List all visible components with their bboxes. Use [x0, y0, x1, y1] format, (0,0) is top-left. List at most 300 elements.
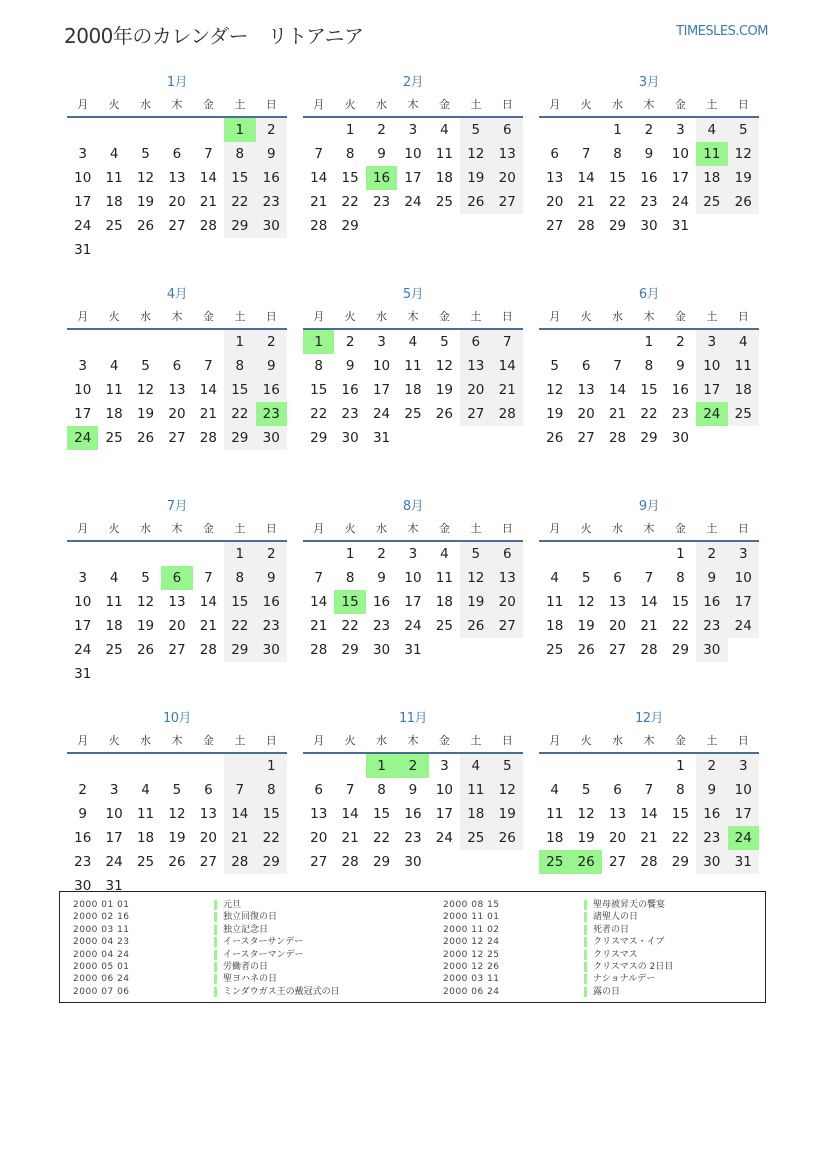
day-cell: 18: [105, 618, 123, 634]
holiday-date: 2000 12 24: [443, 937, 500, 948]
holiday-date: 2000 11 02: [443, 924, 500, 935]
day-cell: 18: [435, 170, 453, 186]
weekday-label: 火: [108, 734, 120, 747]
empty-cell: [696, 426, 727, 450]
day-cell: 6: [581, 358, 591, 374]
empty-cell: [193, 330, 224, 354]
day-cell: 26: [168, 854, 186, 870]
weekday-label: 水: [612, 98, 624, 111]
day-cell: 23: [696, 826, 727, 850]
day-cell: 25: [460, 826, 491, 850]
holiday-name: イースターサンデー: [214, 937, 303, 947]
day-cell: 13: [168, 382, 186, 398]
day-cell: 21: [310, 618, 328, 634]
day-cell: 12: [577, 806, 595, 822]
day-cell: 1: [345, 546, 355, 562]
day-cell: 22: [256, 826, 287, 850]
weekday-label: 木: [407, 734, 419, 747]
weekday-label: 金: [202, 734, 214, 747]
holiday-date: 2000 12 26: [443, 961, 500, 972]
day-cell: 29: [372, 854, 391, 870]
weekday-label: 水: [612, 522, 624, 535]
day-cell: 28: [199, 642, 217, 658]
day-cell: 28: [492, 402, 523, 426]
day-cell: 20: [199, 830, 217, 846]
day-cell: 11: [546, 594, 564, 610]
day-cell: 3: [728, 542, 759, 566]
day-cell: 15: [224, 590, 255, 614]
day-cell: 7: [581, 146, 591, 162]
empty-cell: [98, 662, 129, 686]
day-cell: 13: [310, 806, 328, 822]
empty-cell: [98, 118, 129, 142]
month-title: 7月: [166, 499, 188, 514]
day-cell: 15: [224, 166, 255, 190]
empty-cell: [366, 214, 397, 238]
day-cell: 15: [341, 170, 359, 186]
day-cell: 2: [345, 334, 355, 350]
day-cell: 9: [676, 358, 685, 374]
weekday-label: 金: [674, 98, 686, 111]
weekday-label: 日: [265, 98, 277, 111]
day-cell: 17: [74, 618, 92, 634]
weekday-label: 月: [313, 734, 325, 747]
day-cell: 18: [546, 830, 564, 846]
day-cell: 30: [696, 850, 727, 874]
weekday-label: 日: [501, 734, 513, 747]
day-cell: 31: [671, 218, 689, 234]
site-logo[interactable]: TIMESLES.COM: [676, 24, 768, 39]
empty-cell: [429, 850, 460, 874]
day-cell: 15: [372, 806, 391, 822]
day-cell: 14: [310, 594, 328, 610]
holiday-row: [430, 949, 770, 961]
day-cell: 6: [204, 782, 213, 798]
day-cell: 31: [372, 430, 391, 446]
day-cell: 6: [172, 358, 182, 374]
day-cell: 13: [168, 170, 186, 186]
day-cell: 24: [696, 402, 727, 426]
empty-cell: [303, 754, 334, 778]
weekday-label: 日: [501, 98, 513, 111]
empty-cell: [460, 850, 491, 874]
day-cell: 30: [696, 638, 727, 662]
day-cell: 24: [435, 830, 453, 846]
day-cell: 7: [314, 570, 323, 586]
day-cell: 12: [136, 594, 155, 610]
weekday-header: [539, 94, 759, 118]
day-cell: 11: [404, 358, 422, 374]
day-cell: 16: [696, 590, 727, 614]
day-cell: 3: [78, 570, 87, 586]
weekday-label: 木: [407, 310, 419, 323]
holiday-name: クリスマスの 2日目: [584, 962, 673, 972]
day-cell: 9: [644, 146, 654, 162]
day-cell: 27: [608, 854, 627, 870]
holiday-date: 2000 03 11: [443, 974, 500, 985]
day-cell: 14: [310, 170, 328, 186]
day-cell: 5: [440, 334, 449, 350]
day-cell: 1: [224, 330, 255, 354]
day-cell: 7: [314, 146, 323, 162]
month-title: 1月: [166, 75, 188, 90]
holiday-name: 聖ヨハネの日: [214, 974, 277, 984]
weekday-header: [539, 518, 759, 542]
day-cell: 17: [74, 194, 92, 210]
empty-cell: [130, 754, 161, 778]
day-cell: 30: [341, 430, 359, 446]
day-cell: 11: [546, 806, 564, 822]
day-cell: 26: [546, 430, 564, 446]
day-cell: 10: [74, 382, 92, 398]
day-cell: 3: [676, 122, 685, 138]
empty-cell: [224, 238, 255, 262]
day-cell: 21: [492, 378, 523, 402]
weekday-label: 金: [202, 522, 214, 535]
holiday-name: クリスマス・イブ: [584, 937, 664, 947]
day-cell: 28: [310, 642, 328, 658]
day-cell: 27: [492, 614, 523, 638]
day-cell: 3: [78, 358, 87, 374]
day-cell: 5: [492, 754, 523, 778]
day-cell: 10: [74, 594, 92, 610]
day-cell: 11: [460, 778, 491, 802]
holiday-name: 労働者の日: [214, 962, 268, 972]
day-cell: 23: [372, 194, 391, 210]
day-cell: 4: [550, 782, 559, 798]
empty-cell: [98, 754, 129, 778]
day-cell: 23: [640, 194, 658, 210]
weekday-header: [303, 94, 523, 118]
empty-cell: [429, 214, 460, 238]
day-cell: 21: [224, 826, 255, 850]
weekday-label: 月: [313, 98, 325, 111]
weekday-label: 土: [470, 522, 482, 535]
day-cell: 24: [372, 406, 391, 422]
day-cell: 12: [136, 170, 155, 186]
day-cell: 30: [256, 638, 287, 662]
day-cell: 30: [640, 218, 658, 234]
day-cell: 3: [109, 782, 119, 798]
day-cell: 14: [199, 170, 217, 186]
day-cell: 22: [671, 830, 689, 846]
weekday-label: 火: [344, 522, 356, 535]
weekday-label: 水: [376, 310, 388, 323]
day-cell: 17: [105, 830, 123, 846]
weekday-label: 金: [438, 734, 450, 747]
day-cell: 23: [256, 614, 287, 638]
empty-cell: [602, 330, 633, 354]
weekday-label: 水: [140, 310, 152, 323]
day-cell: 27: [168, 642, 186, 658]
weekday-label: 月: [77, 98, 89, 111]
day-cell: 18: [728, 378, 759, 402]
day-cell: 4: [408, 334, 418, 350]
day-cell: 7: [204, 570, 213, 586]
empty-cell: [193, 118, 224, 142]
weekday-label: 火: [580, 522, 592, 535]
empty-cell: [224, 662, 255, 686]
day-cell: 10: [404, 570, 422, 586]
day-cell: 21: [199, 406, 217, 422]
weekday-label: 金: [674, 522, 686, 535]
weekday-label: 木: [171, 98, 183, 111]
weekday-label: 月: [77, 310, 89, 323]
day-cell: 2: [644, 122, 654, 138]
empty-cell: [397, 214, 428, 238]
day-cell: 24: [74, 642, 92, 658]
day-cell: 11: [136, 806, 155, 822]
day-cell: 5: [550, 358, 559, 374]
weekday-label: 土: [706, 98, 718, 111]
day-cell: 3: [408, 546, 418, 562]
day-cell: 21: [199, 194, 217, 210]
day-cell: 29: [256, 850, 287, 874]
day-cell: 2: [676, 334, 685, 350]
day-cell: 29: [224, 426, 255, 450]
day-cell: 1: [224, 118, 255, 142]
day-cell: 8: [676, 570, 685, 586]
month-4: [67, 284, 287, 496]
day-cell: 19: [460, 590, 491, 614]
weekday-label: 火: [344, 98, 356, 111]
weekday-label: 水: [376, 522, 388, 535]
day-cell: 16: [256, 166, 287, 190]
empty-cell: [98, 542, 129, 566]
day-cell: 17: [404, 170, 422, 186]
day-cell: 7: [613, 358, 622, 374]
day-cell: 17: [696, 378, 727, 402]
weekday-header: [67, 94, 287, 118]
holiday-row: [60, 986, 400, 998]
month-2: [303, 72, 523, 284]
weekday-label: 月: [549, 98, 561, 111]
day-cell: 25: [404, 406, 422, 422]
day-cell: 26: [136, 430, 155, 446]
empty-cell: [67, 754, 98, 778]
day-cell: 22: [224, 190, 255, 214]
day-cell: 10: [671, 146, 689, 162]
day-cell: 10: [105, 806, 123, 822]
weekday-label: 木: [171, 310, 183, 323]
empty-cell: [256, 238, 287, 262]
empty-cell: [303, 542, 334, 566]
weekday-label: 土: [234, 522, 246, 535]
day-cell: 16: [372, 594, 391, 610]
holiday-name: ミンダウガス王の戴冠式の日: [214, 987, 340, 997]
day-cell: 17: [728, 590, 759, 614]
empty-cell: [570, 542, 601, 566]
month-10: [67, 708, 287, 920]
empty-cell: [570, 118, 601, 142]
holiday-row: [430, 936, 770, 948]
weekday-label: 土: [234, 98, 246, 111]
day-cell: 5: [141, 570, 150, 586]
empty-cell: [161, 330, 192, 354]
weekday-label: 木: [643, 310, 655, 323]
holiday-date: 2000 02 16: [73, 912, 130, 923]
day-cell: 16: [640, 170, 658, 186]
holiday-name: 独立回復の日: [214, 912, 277, 922]
day-cell: 10: [372, 358, 391, 374]
day-cell: 19: [168, 830, 186, 846]
day-cell: 22: [640, 406, 658, 422]
day-cell: 27: [199, 854, 217, 870]
empty-cell: [334, 754, 365, 778]
empty-cell: [539, 542, 570, 566]
months-grid: [67, 72, 761, 920]
weekday-label: 月: [313, 522, 325, 535]
day-cell: 2: [397, 754, 428, 778]
day-cell: 26: [136, 218, 155, 234]
month-title: 3月: [638, 75, 660, 90]
day-cell: 30: [256, 214, 287, 238]
day-cell: 18: [696, 166, 727, 190]
day-cell: 13: [492, 142, 523, 166]
day-cell: 17: [404, 594, 422, 610]
day-cell: 14: [640, 594, 658, 610]
holiday-date: 2000 05 01: [73, 961, 130, 972]
holiday-date: 2000 07 06: [73, 986, 130, 997]
day-cell: 22: [608, 194, 627, 210]
day-cell: 8: [345, 146, 355, 162]
day-cell: 20: [168, 618, 186, 634]
weekday-header: [303, 518, 523, 542]
empty-cell: [67, 542, 98, 566]
day-cell: 12: [460, 566, 491, 590]
holiday-row: [60, 911, 400, 923]
day-cell: 6: [492, 542, 523, 566]
empty-cell: [67, 118, 98, 142]
day-cell: 21: [640, 830, 658, 846]
weekday-label: 水: [612, 310, 624, 323]
day-cell: 24: [404, 618, 422, 634]
day-cell: 28: [341, 854, 359, 870]
weekday-label: 金: [202, 310, 214, 323]
month-title: 11月: [398, 711, 428, 726]
day-cell: 24: [74, 218, 92, 234]
day-cell: 11: [728, 354, 759, 378]
day-cell: 2: [256, 330, 287, 354]
holiday-date: 2000 04 24: [73, 949, 130, 960]
day-cell: 18: [105, 406, 123, 422]
holiday-name: 死者の日: [584, 925, 629, 935]
day-cell: 9: [377, 146, 386, 162]
day-cell: 13: [460, 354, 491, 378]
day-cell: 5: [141, 358, 150, 374]
holiday-date: 2000 06 24: [73, 974, 130, 985]
day-cell: 4: [109, 570, 119, 586]
weekday-header: [67, 730, 287, 754]
day-cell: 9: [78, 806, 87, 822]
weekday-label: 日: [265, 310, 277, 323]
day-cell: 9: [696, 566, 727, 590]
day-cell: 5: [460, 542, 491, 566]
day-cell: 21: [341, 830, 359, 846]
day-cell: 25: [105, 218, 123, 234]
day-cell: 19: [546, 406, 564, 422]
weekday-label: 金: [438, 98, 450, 111]
empty-cell: [193, 662, 224, 686]
holiday-row: [430, 961, 770, 973]
day-cell: 11: [435, 146, 453, 162]
day-cell: 18: [546, 618, 564, 634]
weekday-label: 土: [470, 734, 482, 747]
empty-cell: [161, 754, 192, 778]
day-cell: 10: [435, 782, 453, 798]
weekday-label: 木: [407, 522, 419, 535]
day-cell: 11: [435, 570, 453, 586]
empty-cell: [256, 662, 287, 686]
empty-cell: [98, 330, 129, 354]
day-cell: 20: [546, 194, 564, 210]
day-cell: 5: [728, 118, 759, 142]
weekday-label: 水: [140, 522, 152, 535]
day-cell: 8: [256, 778, 287, 802]
day-cell: 9: [377, 570, 386, 586]
day-cell: 4: [696, 118, 727, 142]
day-cell: 24: [728, 614, 759, 638]
weekday-label: 火: [580, 98, 592, 111]
weekday-label: 木: [643, 734, 655, 747]
month-title: 4月: [166, 287, 188, 302]
day-cell: 2: [377, 546, 386, 562]
day-cell: 19: [577, 830, 595, 846]
holiday-row: [430, 973, 770, 985]
weekday-label: 月: [77, 522, 89, 535]
day-grid: [539, 118, 759, 238]
day-cell: 27: [546, 218, 564, 234]
month-title: 12月: [634, 711, 664, 726]
day-cell: 15: [310, 382, 328, 398]
empty-cell: [130, 542, 161, 566]
empty-cell: [460, 426, 491, 450]
weekday-label: 土: [234, 734, 246, 747]
day-cell: 1: [256, 754, 287, 778]
day-cell: 26: [435, 406, 453, 422]
day-cell: 27: [168, 218, 186, 234]
day-cell: 20: [492, 590, 523, 614]
day-cell: 27: [492, 190, 523, 214]
month-title: 9月: [638, 499, 660, 514]
empty-cell: [460, 638, 491, 662]
month-title: 8月: [402, 499, 424, 514]
day-cell: 25: [136, 854, 155, 870]
day-cell: 1: [676, 758, 685, 774]
empty-cell: [98, 238, 129, 262]
day-cell: 6: [161, 566, 192, 590]
day-cell: 8: [613, 146, 622, 162]
day-cell: 11: [696, 142, 727, 166]
holiday-row: [430, 911, 770, 923]
empty-cell: [193, 542, 224, 566]
day-cell: 31: [74, 242, 92, 258]
day-cell: 6: [550, 146, 559, 162]
day-cell: 27: [460, 402, 491, 426]
empty-cell: [460, 214, 491, 238]
day-cell: 15: [224, 378, 255, 402]
weekday-header: [67, 518, 287, 542]
day-cell: 3: [78, 146, 87, 162]
day-cell: 27: [310, 854, 328, 870]
day-cell: 29: [671, 642, 689, 658]
day-cell: 26: [460, 614, 491, 638]
day-cell: 20: [460, 378, 491, 402]
weekday-label: 日: [265, 734, 277, 747]
holiday-row: [60, 961, 400, 973]
day-cell: 10: [404, 146, 422, 162]
day-cell: 22: [224, 402, 255, 426]
